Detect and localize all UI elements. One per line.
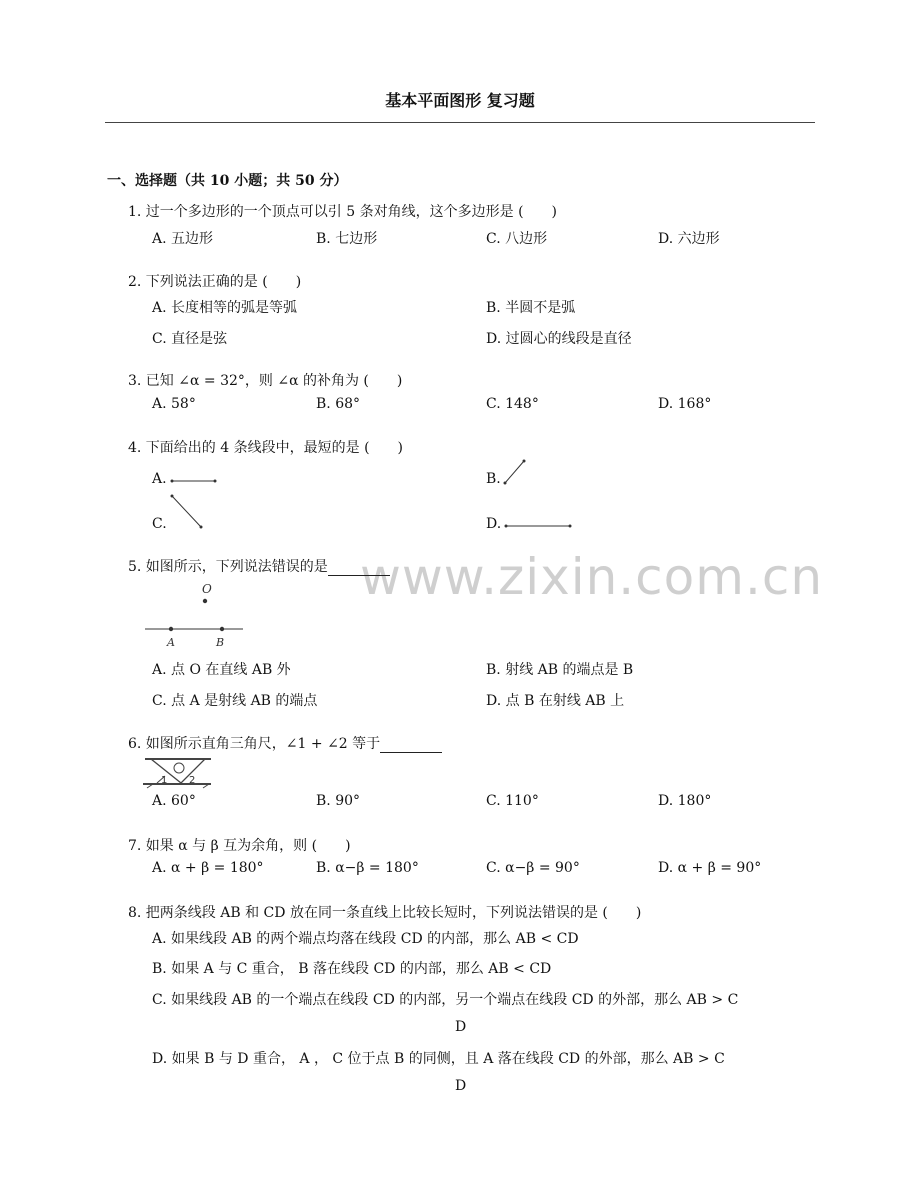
question-2-option-d[interactable]: D. 过圆心的线段是直径 bbox=[486, 331, 632, 347]
question-1-option-c[interactable]: C. 八边形 bbox=[486, 231, 548, 247]
segment-c-figure bbox=[168, 492, 208, 532]
question-6-option-d[interactable]: D. 180° bbox=[658, 793, 712, 809]
question-2-option-a[interactable]: A. 长度相等的弧是等弧 bbox=[152, 300, 298, 316]
question-6-option-a[interactable]: A. 60° bbox=[152, 793, 196, 809]
question-5-option-a[interactable]: A. 点 O 在直线 AB 外 bbox=[152, 662, 291, 678]
question-4-option-c-label: C. bbox=[152, 516, 167, 532]
segment-a-figure bbox=[170, 476, 220, 486]
segment-b-figure bbox=[502, 458, 532, 488]
question-7-option-a[interactable]: A. α + β = 180° bbox=[152, 860, 264, 876]
question-1-stem: 1. 过一个多边形的一个顶点可以引 5 条对角线，这个多边形是 ( ) bbox=[128, 204, 557, 220]
question-4-option-c[interactable] bbox=[152, 516, 167, 532]
question-4-option-b-label: B. bbox=[486, 471, 501, 487]
question-3-option-d[interactable]: D. 168° bbox=[658, 396, 712, 412]
answer-blank[interactable] bbox=[328, 561, 390, 576]
question-1-option-d[interactable]: D. 六边形 bbox=[658, 231, 720, 247]
question-3-option-b[interactable]: B. 68° bbox=[316, 396, 361, 412]
label-o: O bbox=[202, 582, 212, 596]
question-4-option-b[interactable] bbox=[486, 471, 501, 487]
question-5-option-d[interactable]: D. 点 B 在射线 AB 上 bbox=[486, 693, 625, 709]
set-square-figure bbox=[143, 756, 213, 788]
segment-d-figure bbox=[503, 521, 575, 531]
question-7-option-d[interactable]: D. α + β = 90° bbox=[658, 860, 762, 876]
question-8-option-c-continued: D bbox=[455, 1019, 467, 1035]
question-1-option-b[interactable]: B. 七边形 bbox=[316, 231, 378, 247]
question-6-option-b[interactable]: B. 90° bbox=[316, 793, 361, 809]
question-4-option-d-label: D. bbox=[486, 516, 502, 532]
question-2-stem: 2. 下列说法正确的是 ( ) bbox=[128, 274, 302, 290]
question-7-stem: 7. 如果 α 与 β 互为余角，则 ( ) bbox=[128, 838, 351, 854]
question-7-option-b[interactable]: B. α−β = 180° bbox=[316, 860, 419, 876]
question-5-stem bbox=[128, 556, 390, 576]
document-title: 基本平面图形 复习题 bbox=[385, 91, 535, 110]
answer-blank[interactable] bbox=[380, 738, 442, 753]
question-8-option-d-continued: D bbox=[455, 1078, 467, 1094]
question-8-stem: 8. 把两条线段 AB 和 CD 放在同一条直线上比较长短时，下列说法错误的是 ( ) bbox=[128, 905, 642, 921]
question-3-option-a[interactable]: A. 58° bbox=[152, 396, 196, 412]
question-6-option-c[interactable]: C. 110° bbox=[486, 793, 539, 809]
question-8-option-b[interactable]: B. 如果 A 与 C 重合， B 落在线段 CD 的内部，那么 AB < CD bbox=[152, 961, 552, 977]
question-8-option-d[interactable]: D. 如果 B 与 D 重合， A ， C 位于点 B 的同侧，且 A 落在线段 CD 的外部，那么 AB > C bbox=[152, 1051, 725, 1067]
question-5-option-b[interactable]: B. 射线 AB 的端点是 B bbox=[486, 662, 634, 678]
question-5-stem-text: 5. 如图所示，下列说法错误的是 bbox=[128, 559, 328, 575]
angle-1-label: 1 bbox=[161, 775, 168, 786]
question-3-stem: 3. 已知 ∠α = 32°，则 ∠α 的补角为 ( ) bbox=[128, 373, 403, 389]
question-6-stem bbox=[128, 733, 442, 753]
angle-2-label: 2 bbox=[189, 775, 196, 786]
label-a: A bbox=[167, 636, 175, 649]
question-8-option-a[interactable]: A. 如果线段 AB 的两个端点均落在线段 CD 的内部，那么 AB < CD bbox=[152, 931, 579, 947]
title-divider bbox=[105, 122, 815, 123]
line-ab-point-o-figure bbox=[143, 580, 248, 652]
question-4-option-d[interactable] bbox=[486, 516, 501, 532]
question-2-option-b[interactable]: B. 半圆不是弧 bbox=[486, 300, 576, 316]
question-1-option-a[interactable]: A. 五边形 bbox=[152, 231, 214, 247]
question-2-option-c[interactable]: C. 直径是弦 bbox=[152, 331, 228, 347]
watermark: www.zixin.com.cn bbox=[360, 548, 824, 606]
question-4-stem: 4. 下面给出的 4 条线段中，最短的是 ( ) bbox=[128, 440, 403, 456]
question-6-stem-text: 6. 如图所示直角三角尺，∠1 + ∠2 等于 bbox=[128, 736, 381, 752]
section-heading: 一、选择题（共 10 小题；共 50 分） bbox=[107, 173, 348, 189]
label-b: B bbox=[216, 636, 225, 649]
question-3-option-c[interactable]: C. 148° bbox=[486, 396, 539, 412]
question-7-option-c[interactable]: C. α−β = 90° bbox=[486, 860, 580, 876]
question-4-option-a-label: A. bbox=[152, 471, 167, 487]
question-5-option-c[interactable]: C. 点 A 是射线 AB 的端点 bbox=[152, 693, 318, 709]
question-8-option-c[interactable]: C. 如果线段 AB 的一个端点在线段 CD 的内部，另一个端点在线段 CD 的外部，那么 AB > C bbox=[152, 992, 739, 1008]
question-4-option-a[interactable] bbox=[152, 471, 167, 487]
